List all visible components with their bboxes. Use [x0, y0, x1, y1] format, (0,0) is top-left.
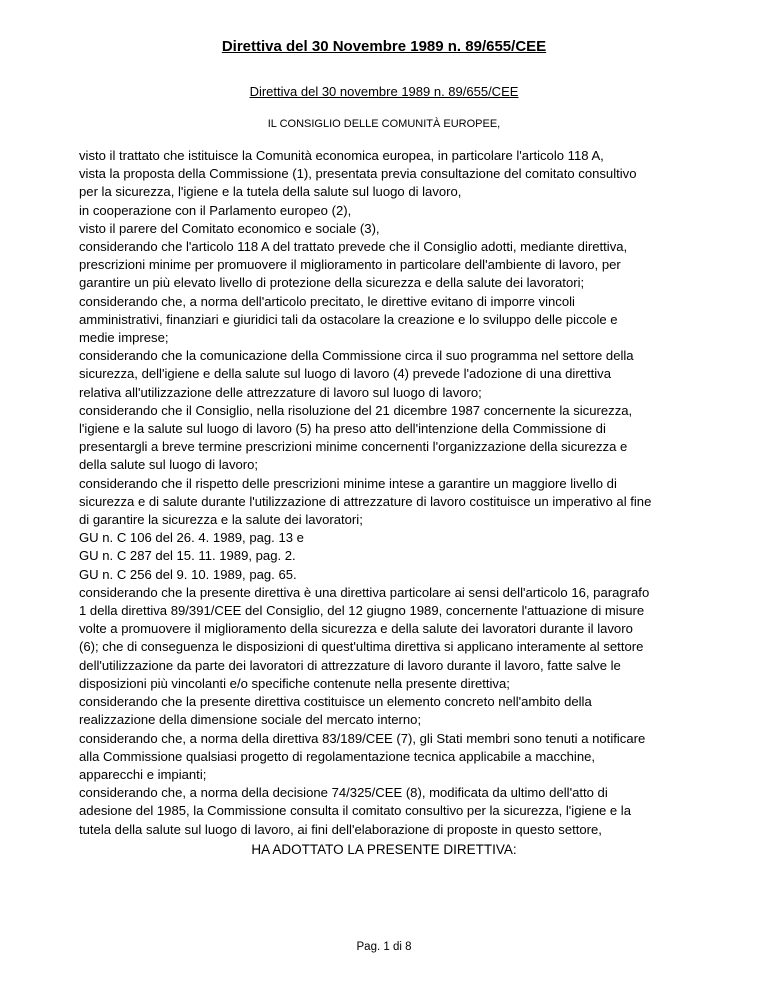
- page-footer: Pag. 1 di 8: [356, 941, 412, 953]
- adopted-heading: HA ADOTTATO LA PRESENTE DIRETTIVA:: [251, 842, 517, 857]
- text-line: dell'utilizzazione da parte dei lavoratori di attrezzature di lavoro durante il lavoro, fatte salve le: [79, 657, 621, 673]
- council-heading: IL CONSIGLIO DELLE COMUNITÀ EUROPEE,: [267, 118, 501, 130]
- text-line: considerando che la presente direttiva costituisce un elemento concreto nell'ambito della: [79, 694, 592, 710]
- text-line: prescrizioni minime per promuovere il miglioramento in particolare dell'ambiente di lavoro, per: [79, 257, 621, 273]
- text-line: considerando che, a norma dell'articolo precitato, le direttive evitano di imporre vincoli: [79, 293, 575, 309]
- text-line: 1 della direttiva 89/391/CEE del Consiglio, del 12 giugno 1989, concernente l'attuazione di misure: [79, 603, 645, 619]
- text-line: considerando che il rispetto delle prescrizioni minime intese a garantire un maggiore livello di: [79, 475, 617, 491]
- text-line: (6); che di conseguenza le disposizioni di quest'ultima direttiva si applicano interamente al settore: [79, 639, 644, 655]
- text-line: visto il trattato che istituisce la Comunità economica europea, in particolare l'articolo 118 A,: [79, 148, 604, 163]
- text-line: volte a promuovere il miglioramento della sicurezza e della salute dei lavoratori durante il lavoro: [79, 621, 633, 637]
- text-line: presentargli a breve termine prescrizioni minime concernenti l'organizzazione della sicurezza e: [79, 439, 628, 455]
- document-subtitle: Direttiva del 30 novembre 1989 n. 89/655/CEE: [249, 84, 519, 99]
- text-line: relativa all'utilizzazione delle attrezzature di lavoro sul luogo di lavoro;: [79, 384, 482, 400]
- text-line: di garantire la sicurezza e la salute dei lavoratori;: [79, 512, 363, 528]
- text-line: in cooperazione con il Parlamento europeo (2),: [79, 202, 352, 218]
- text-line: considerando che la comunicazione della Commissione circa il suo programma nel settore della: [79, 348, 634, 364]
- text-line: alla Commissione qualsiasi progetto di regolamentazione tecnica applicabile a macchine,: [79, 748, 596, 764]
- document-title: Direttiva del 30 Novembre 1989 n. 89/655/CEE: [221, 38, 547, 55]
- text-line: della salute sul luogo di lavoro;: [79, 457, 259, 473]
- text-line: sicurezza, dell'igiene e della salute sul luogo di lavoro (4) prevede l'adozione di una direttiva: [79, 366, 611, 382]
- text-line: disposizioni più vincolanti e/o specifiche contenute nella presente direttiva;: [79, 675, 510, 691]
- text-line: considerando che l'articolo 118 A del trattato prevede che il Consiglio adotti, mediante direttiva,: [79, 239, 628, 255]
- text-line: adesione del 1985, la Commissione consulta il comitato consultivo per la sicurezza, l'igiene e la: [79, 803, 632, 819]
- text-line: considerando che la presente direttiva è una direttiva particolare ai sensi dell'articolo 16, paragrafo: [79, 584, 650, 600]
- text-line: considerando che, a norma della direttiva 83/189/CEE (7), gli Stati membri sono tenuti a notificare: [79, 730, 646, 746]
- text-line: garantire un più elevato livello di protezione della sicurezza e della salute dei lavoratori;: [79, 275, 585, 291]
- preamble-text: [79, 147, 699, 839]
- text-line: sicurezza e di salute durante l'utilizzazione di attrezzature di lavoro costituisce un imperativo al fine: [79, 493, 652, 509]
- text-line: apparecchi e impianti;: [79, 766, 207, 782]
- text-line: GU n. C 256 del 9. 10. 1989, pag. 65.: [79, 566, 297, 582]
- text-line: GU n. C 287 del 15. 11. 1989, pag. 2.: [79, 548, 296, 564]
- text-line: GU n. C 106 del 26. 4. 1989, pag. 13 e: [79, 530, 304, 546]
- text-line: l'igiene e la salute sul luogo di lavoro (5) ha preso atto dell'intenzione della Commissione di: [79, 421, 606, 437]
- text-line: amministrativi, finanziari e giuridici tali da ostacolare la creazione e lo sviluppo delle piccole e: [79, 311, 618, 327]
- text-line: tutela della salute sul luogo di lavoro, ai fini dell'elaborazione di proposte in questo settore,: [79, 821, 602, 837]
- text-line: considerando che, a norma della decisione 74/325/CEE (8), modificata da ultimo dell'atto di: [79, 785, 608, 801]
- text-line: realizzazione della dimensione sociale del mercato interno;: [79, 712, 422, 728]
- text-line: per la sicurezza, l'igiene e la tutela della salute sul luogo di lavoro,: [79, 184, 462, 200]
- text-line: vista la proposta della Commissione (1), presentata previa consultazione del comitato consultivo: [79, 166, 637, 182]
- text-line: visto il parere del Comitato economico e sociale (3),: [79, 220, 380, 236]
- text-line: medie imprese;: [79, 330, 169, 346]
- text-line: considerando che il Consiglio, nella risoluzione del 21 dicembre 1987 concernente la sicurezza,: [79, 402, 633, 418]
